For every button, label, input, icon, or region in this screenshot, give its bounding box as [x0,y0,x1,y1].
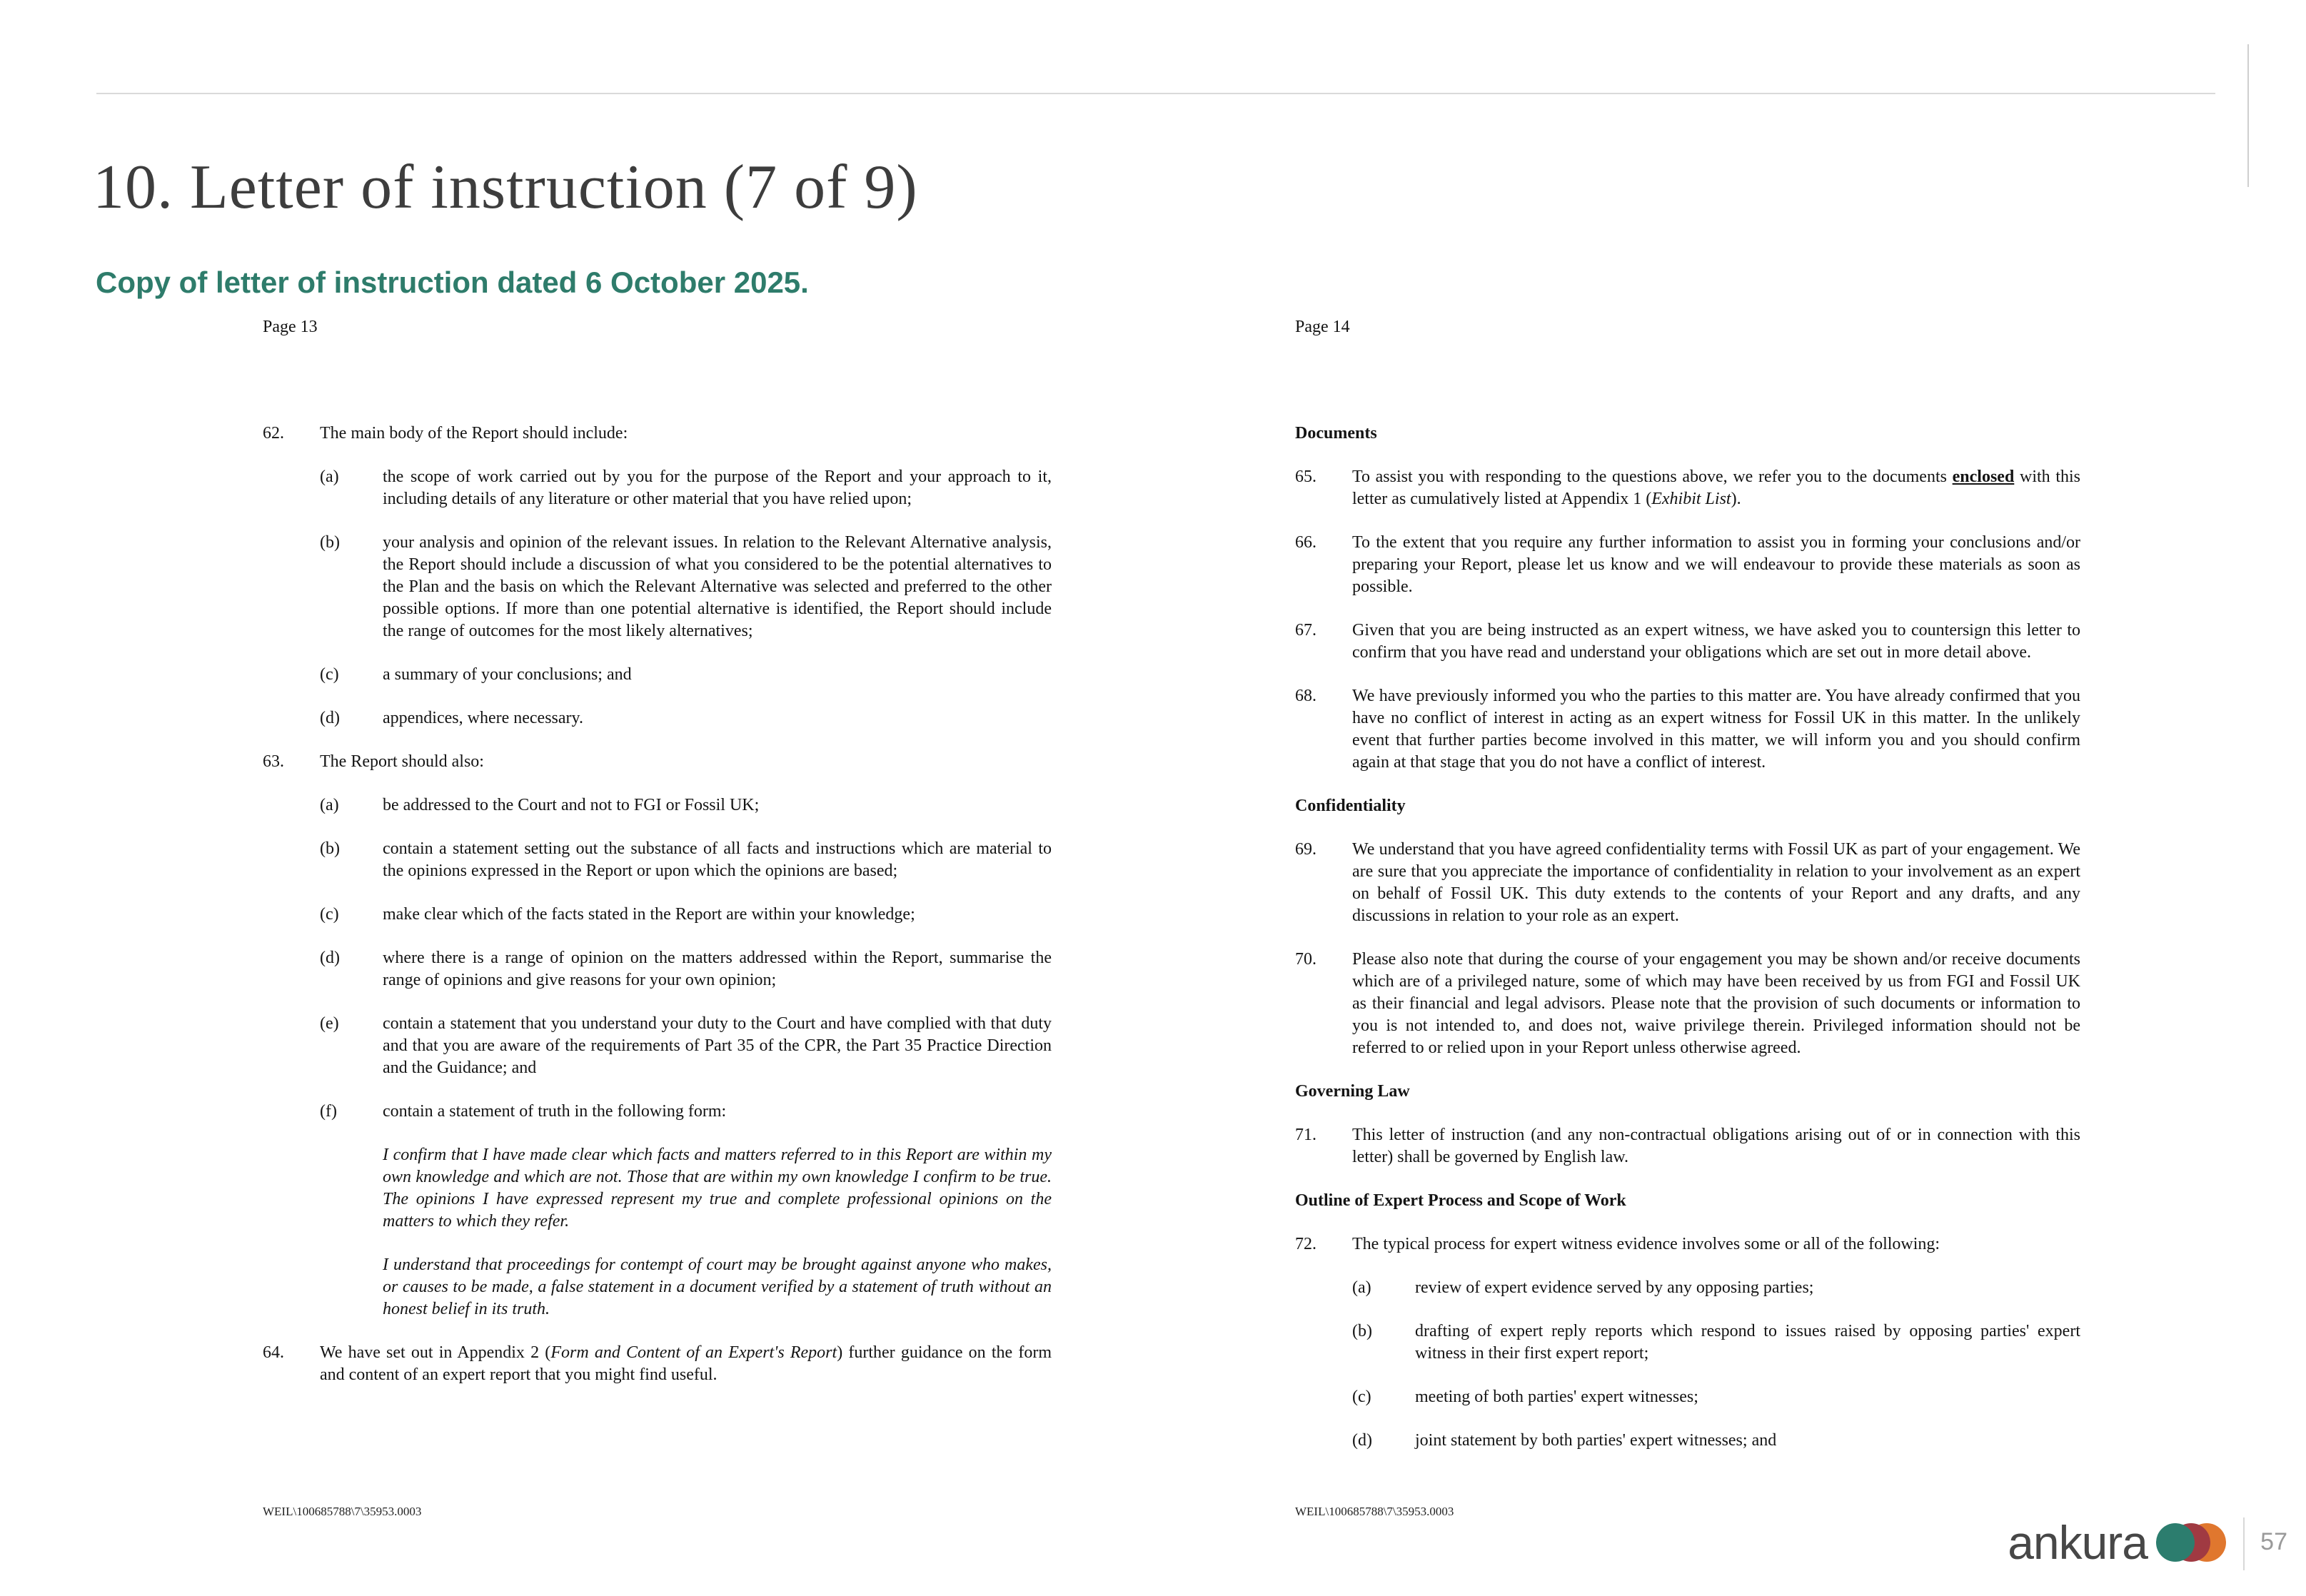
letter-quote-paragraph [383,1254,1052,1320]
ankura-wordmark: ankura [2008,1516,2148,1569]
letter-item [263,423,1052,445]
item-text: contain a statement of truth in the following form: [383,1102,727,1121]
document-reference-right: WEIL\100685788\7\35953.0003 [1295,1505,1454,1518]
item-text: We understand that you have agreed confidentiality terms with Fossil UK as part of your engagement. We are sure that you appreciate the importance of confidentiality in relation to your involvement as an expert on behalf of Fossil UK. This duty extends to the contents of your Report and any drafts, and any discussions in relation to your role as an expert. [1352,840,2080,925]
letter-quote-paragraph [383,1144,1052,1233]
item-text: your analysis and opinion of the relevant issues. In relation to the Relevant Alternative analysis, the Report should include a discussion of what you considered to be the potential alternatives to the Plan and the basis on which the Relevant Alternative was selected and preferred to the other possible options. If more than one potential alternative is identified, the Report should include the range of outcomes for the most likely alternatives; [383,533,1052,640]
item-text: Please also note that during the course of your engagement you may be shown and/or receive documents which are of a privileged nature, some of which may have been received by us from FGI and Fossil UK as their financial and legal advisors. Please note that the provision of such documents or information to you is not intended to, and does not, waive privilege therein. Privileged information should not be referred to or relied upon in your Report unless otherwise agreed. [1352,950,2080,1057]
item-text: a summary of your conclusions; and [383,665,632,684]
letter-item [1295,1233,2080,1256]
item-number: (b) [320,533,340,552]
item-number: (a) [320,468,339,486]
item-number: (d) [320,949,340,967]
item-number: (f) [320,1102,337,1121]
item-text: Governing Law [1295,1082,1410,1101]
letter-item [320,1101,1052,1123]
logo-circles-icon [2156,1523,2226,1562]
item-text: where there is a range of opinion on the matters addressed within the Report, summarise the range of opinions and give reasons for your own opinion; [383,949,1052,989]
item-number: 69. [1295,840,1316,859]
item-number: (b) [320,839,340,858]
letter-item [320,794,1052,817]
letter-item [320,532,1052,642]
letter-item [320,466,1052,510]
item-text: To assist you with responding to the questions above, we refer you to the documents enclosed with this letter as cumulatively listed at Appendix 1 (Exhibit List). [1352,468,2081,508]
item-number: 65. [1295,468,1316,486]
letter-item [1352,1277,2080,1299]
letter-item [320,664,1052,686]
item-number: (a) [320,796,339,814]
letter-item [1295,620,2080,664]
page-label-left: Page 13 [263,318,318,336]
letter-item [1295,466,2080,510]
letter-body-right [1295,423,2080,1452]
letter-item [263,1342,1052,1386]
letter-page-14 [1295,316,2080,1522]
item-text: contain a statement that you understand your duty to the Court and have complied with that duty and that you are aware of the requirements of Part 35 of the CPR, the Part 35 Practice Direction and the Guidance; and [383,1014,1052,1077]
item-text: appendices, where necessary. [383,709,583,727]
item-text: make clear which of the facts stated in the Report are within your knowledge; [383,905,915,924]
item-text: I confirm that I have made clear which facts and matters referred to in this Report are within my own knowledge and which are not. Those that are within my own knowledge I confirm to be true. The opinions I have expressed represent my true and complete professional opinions on the matters to which they refer. [383,1146,1052,1231]
item-number: 71. [1295,1126,1316,1144]
item-text: joint statement by both parties' expert witnesses; and [1415,1431,1777,1450]
item-number: (d) [320,709,340,727]
slide-title: 10. Letter of instruction (7 of 9) [93,153,918,222]
letter-item [1352,1386,2080,1408]
item-text: review of expert evidence served by any opposing parties; [1415,1278,1814,1297]
item-number: 67. [1295,621,1316,640]
slide-subtitle: Copy of letter of instruction dated 6 October 2025. [96,266,809,299]
item-text: We have set out in Appendix 2 (Form and Content of an Expert's Report) further guidance on the form and content of an expert report that you might find useful. [320,1343,1052,1384]
item-text: To the extent that you require any further information to assist you in forming your conclusions and/or preparing your Report, please let us know and we will endeavour to provide these materials as soon as possible. [1352,533,2080,596]
letter-heading [1295,1081,2080,1103]
item-text: drafting of expert reply reports which respond to issues raised by opposing parties' expert witness in their first expert report; [1415,1322,2080,1363]
letter-item [1352,1320,2080,1365]
letter-item [1295,685,2080,774]
teal-circle-icon [2156,1523,2195,1562]
letter-item [1295,532,2080,598]
item-number: 63. [263,752,284,771]
item-text: The typical process for expert witness evidence involves some or all of the following: [1352,1235,1940,1253]
item-number: (c) [320,665,339,684]
item-number: (d) [1352,1431,1372,1450]
item-text: Outline of Expert Process and Scope of Work [1295,1191,1626,1210]
item-number: (c) [1352,1388,1371,1406]
letter-item [320,947,1052,991]
item-number: 72. [1295,1235,1316,1253]
letter-item [320,707,1052,729]
document-reference-left: WEIL\100685788\7\35953.0003 [263,1505,422,1518]
letter-heading [1295,795,2080,817]
item-text: contain a statement setting out the substance of all facts and instructions which are material to the opinions expressed in the Report or upon which the opinions are based; [383,839,1052,880]
letter-heading [1295,1190,2080,1212]
item-number: 70. [1295,950,1316,969]
slide-page-number: 57 [2260,1528,2287,1555]
item-text: The Report should also: [320,752,484,771]
page-label-right: Page 14 [1295,318,1350,336]
item-text: The main body of the Report should include: [320,424,628,443]
item-text: be addressed to the Court and not to FGI or Fossil UK; [383,796,760,814]
item-text: Confidentiality [1295,797,1406,815]
letter-body-left [263,423,1052,1386]
letter-page-13 [263,316,1052,1522]
item-text: Documents [1295,424,1377,443]
letter-item [320,1013,1052,1079]
item-text: This letter of instruction (and any non-contractual obligations arising out of or in connection with this letter) shall be governed by English law. [1352,1126,2080,1166]
item-number: (e) [320,1014,339,1033]
item-number: (c) [320,905,339,924]
page-number-divider [2243,1517,2245,1570]
item-text: the scope of work carried out by you for the purpose of the Report and your approach to it, including details of any literature or other material that you have relied upon; [383,468,1052,508]
item-text: We have previously informed you who the parties to this matter are. You have already confirmed that you have no conflict of interest in acting as an expert witness for Fossil UK in this matter. In the unlikely event that further parties become involved in this matter, we will inform you and you should confirm again at that stage that you do not have a conflict of interest. [1352,687,2080,772]
letter-item [1295,1124,2080,1168]
item-text: meeting of both parties' expert witnesses; [1415,1388,1698,1406]
letter-heading [1295,423,2080,445]
ankura-logo [2008,1516,2226,1569]
item-text: I understand that proceedings for contempt of court may be brought against anyone who makes, or causes to be made, a false statement in a document verified by a statement of truth without an honest belief in its truth. [383,1256,1052,1318]
letter-item [1295,839,2080,927]
item-text: Given that you are being instructed as an expert witness, we have asked you to countersign this letter to confirm that you have read and understand your obligations which are set out in more detail above. [1352,621,2080,662]
letter-item [320,838,1052,882]
letter-item [1295,949,2080,1059]
item-number: 68. [1295,687,1316,705]
item-number: 64. [263,1343,284,1362]
top-divider [96,93,2215,94]
letter-item [1352,1430,2080,1452]
letter-item [263,751,1052,773]
top-right-divider [2247,44,2249,187]
item-number: (a) [1352,1278,1371,1297]
item-number: (b) [1352,1322,1372,1340]
letter-item [320,904,1052,926]
item-number: 66. [1295,533,1316,552]
item-number: 62. [263,424,284,443]
